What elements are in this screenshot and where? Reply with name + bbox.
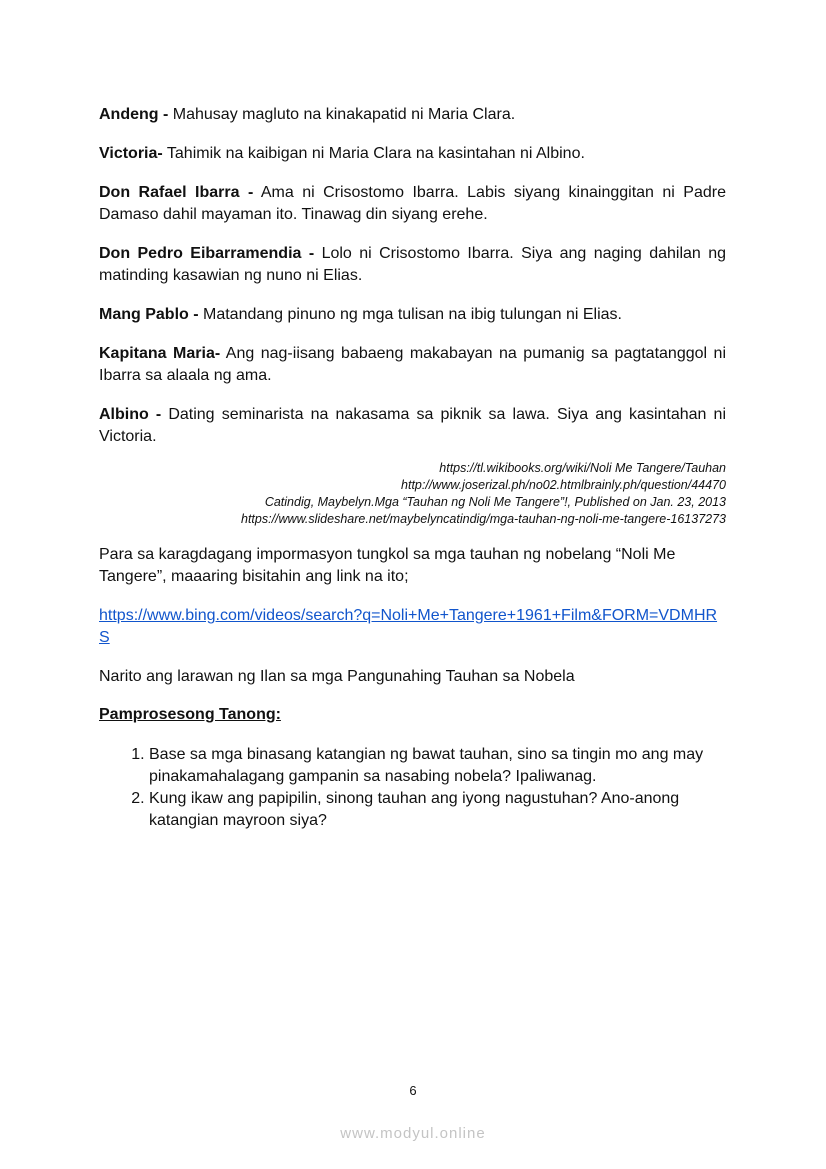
references-block [99,460,726,528]
video-link[interactable]: https://www.bing.com/videos/search?q=Noli+Me+Tangere+1961+Film&FORM=VDMHRS [99,607,718,646]
question-item: 2. Kung ikaw ang papipilin, sinong tauhan ang iyong nagustuhan? Ano-anong katangian mayroon siya? [149,788,726,832]
character-entry-victoria [99,143,726,165]
character-name: Mang Pablo - [99,306,199,323]
character-name: Andeng - [99,106,169,123]
reference-line: Catindig, Maybelyn.Mga “Tauhan ng Noli Me Tangere”!, Published on Jan. 23, 2013 [264,495,726,509]
reference-line: https://tl.wikibooks.org/wiki/Noli Me Tangere/Tauhan [439,461,726,475]
character-entry-mang-pablo [99,304,726,326]
character-name: Albino - [99,406,162,423]
character-entry-don-pedro-eibarramendia [99,243,726,287]
questions-heading: Pamprosesong Tanong: [99,706,281,723]
character-name: Victoria- [99,145,163,162]
character-name: Don Rafael Ibarra - [99,184,254,201]
document-page [99,104,726,832]
character-entry-don-rafael-ibarra [99,182,726,226]
video-link-paragraph [99,605,726,649]
image-caption: Narito ang larawan ng Ilan sa mga Pangunahing Tauhan sa Nobela [99,668,575,685]
character-description: Mahusay magluto na kinakapatid ni Maria Clara. [168,106,516,123]
character-name: Don Pedro Eibarramendia - [99,245,315,262]
character-entry-albino [99,404,726,448]
reference-line: https://www.slideshare.net/maybelyncatindig/mga-tauhan-ng-noli-me-tangere-16137273 [241,512,726,526]
character-description: Matandang pinuno ng mga tulisan na ibig tulungan ni Elias. [198,306,622,323]
character-entry-kapitana-maria [99,343,726,387]
character-description: Ang nag-iisang babaeng makabayan na pumanig sa pagtatanggol ni Ibarra sa alaala ng ama. [99,345,727,384]
question-item: 1. Base sa mga binasang katangian ng bawat tauhan, sino sa tingin mo ang may pinakamahalagang gampanin sa nasabing nobela? Ipaliwanag. [149,744,726,788]
character-entry-andeng [99,104,726,126]
character-description: Dating seminarista na nakasama sa piknik sa lawa. Siya ang kasintahan ni Victoria. [99,406,727,445]
questions-list [99,744,726,832]
reference-line: http://www.joserizal.ph/no02.htmlbrainly.ph/question/44470 [401,478,726,492]
character-description: Lolo ni Crisostomo Ibarra. Siya ang naging dahilan ng matinding kasawian ng nuno ni Elias. [99,245,727,284]
page-number: 6 [409,1083,417,1098]
watermark: www.modyul.online [340,1125,486,1142]
character-name: Kapitana Maria- [99,345,221,362]
more-info-paragraph: Para sa karagdagang impormasyon tungkol sa mga tauhan ng nobelang “Noli Me Tangere”, maaaring bisitahin ang link na ito; [99,546,676,585]
character-description: Ama ni Crisostomo Ibarra. Labis siyang kinainggitan ni Padre Damaso dahil mayaman ito. Tinawag din siyang erehe. [99,184,726,223]
character-description: Tahimik na kaibigan ni Maria Clara na kasintahan ni Albino. [162,145,585,162]
